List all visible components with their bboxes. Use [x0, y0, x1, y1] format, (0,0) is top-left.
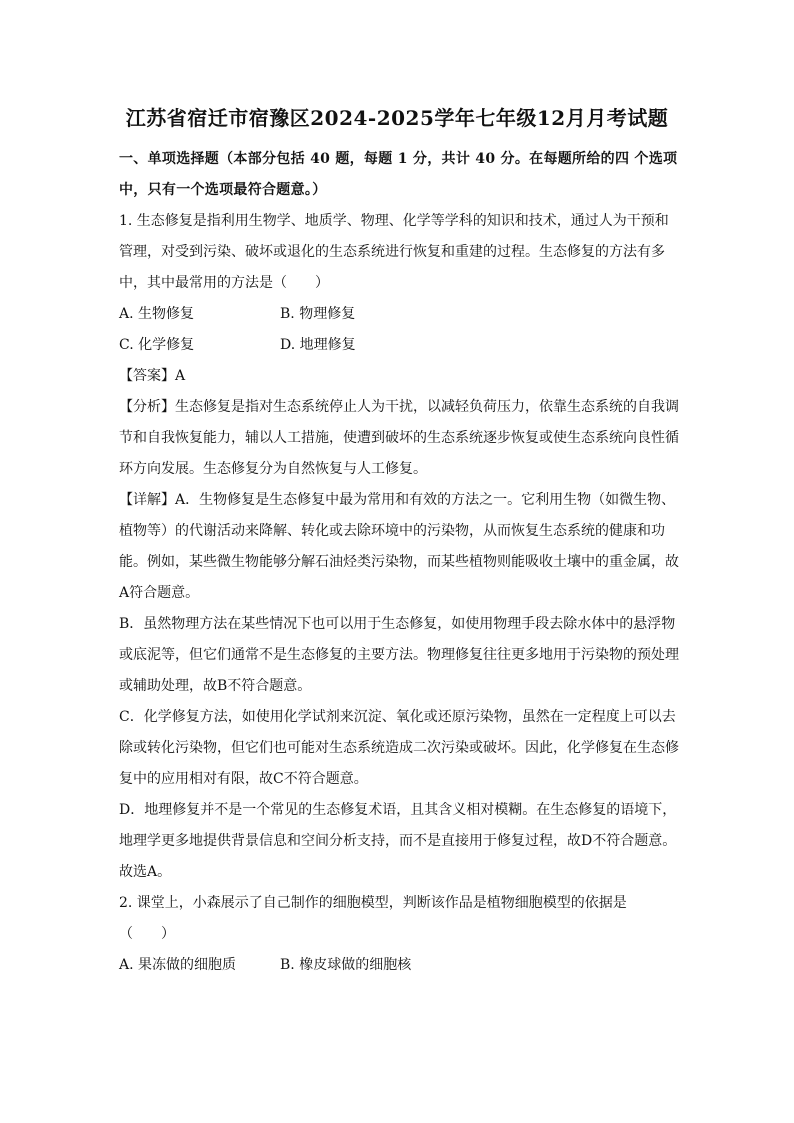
option-row	[119, 330, 679, 361]
question-2	[119, 888, 679, 981]
option-a: A. 果冻做的细胞质	[119, 957, 237, 973]
question-stem: 2. 课堂上，小森展示了自己制作的细胞模型，判断该作品是植物细胞模型的依据是	[119, 895, 627, 911]
question-stem: 1. 生态修复是指利用生物学、地质学、物理、化学等学科的知识和技术，通过人为干预和管理，对受到污染、破坏或退化的生态系统进行恢复和重建的过程。生态修复的方法有多中，其中最常用的方法是（ ）	[119, 213, 669, 291]
detail-d: D．地理修复并不是一个常见的生态修复术语，且其含义相对模糊。在生态修复的语境下，地理学更多地提供背景信息和空间分析支持，而不是直接用于修复过程，故D不符合题意。	[119, 802, 677, 849]
option-b: B. 物理修复	[280, 306, 356, 322]
conclusion: 故选A。	[119, 864, 172, 880]
detail-b: B．虽然物理方法在某些情况下也可以用于生态修复，如使用物理手段去除水体中的悬浮物或底泥等，但它们通常不是生态修复的主要方法。物理修复往往更多地用于污染物的预处理或辅助处理，故B不符合题意。	[119, 616, 679, 694]
option-row	[119, 950, 679, 981]
question-1	[119, 206, 679, 888]
option-d: D. 地理修复	[280, 337, 356, 353]
option-b: B. 橡皮球做的细胞核	[280, 957, 412, 973]
document-body	[119, 144, 679, 981]
answer-blank: （ ）	[119, 926, 175, 942]
option-row	[119, 299, 679, 330]
option-c: C. 化学修复	[119, 337, 195, 353]
answer: 【答案】A	[119, 368, 186, 384]
option-a: A. 生物修复	[119, 306, 195, 322]
detail-c: C．化学修复方法，如使用化学试剂来沉淀、氧化或还原污染物，虽然在一定程度上可以去除或转化污染物，但它们也可能对生态系统造成二次污染或破坏。因此，化学修复在生态修复中的应用相对有限，故C不符合题意。	[119, 709, 679, 787]
analysis: 【分析】生态修复是指对生态系统停止人为干扰，以减轻负荷压力，依靠生态系统的自我调节和自我恢复能力，辅以人工措施，使遭到破坏的生态系统逐步恢复或使生态系统向良性循环方向发展。生态修复分为自然恢复与人工修复。	[119, 399, 679, 477]
detail-a: 【详解】A．生物修复是生态修复中最为常用和有效的方法之一。它利用生物（如微生物、植物等）的代谢活动来降解、转化或去除环境中的污染物，从而恢复生态系统的健康和功能。例如，某些微生物能够分解石油烃类污染物，而某些植物则能吸收土壤中的重金属，故A符合题意。	[119, 492, 679, 601]
section-heading: 一、单项选择题（本部分包括 40 题，每题 1 分，共计 40 分。在每题所给的四 个选项中，只有一个选项最符合题意。）	[119, 151, 678, 198]
page-title: 江苏省宿迁市宿豫区2024-2025学年七年级12月月考试题	[125, 106, 669, 130]
